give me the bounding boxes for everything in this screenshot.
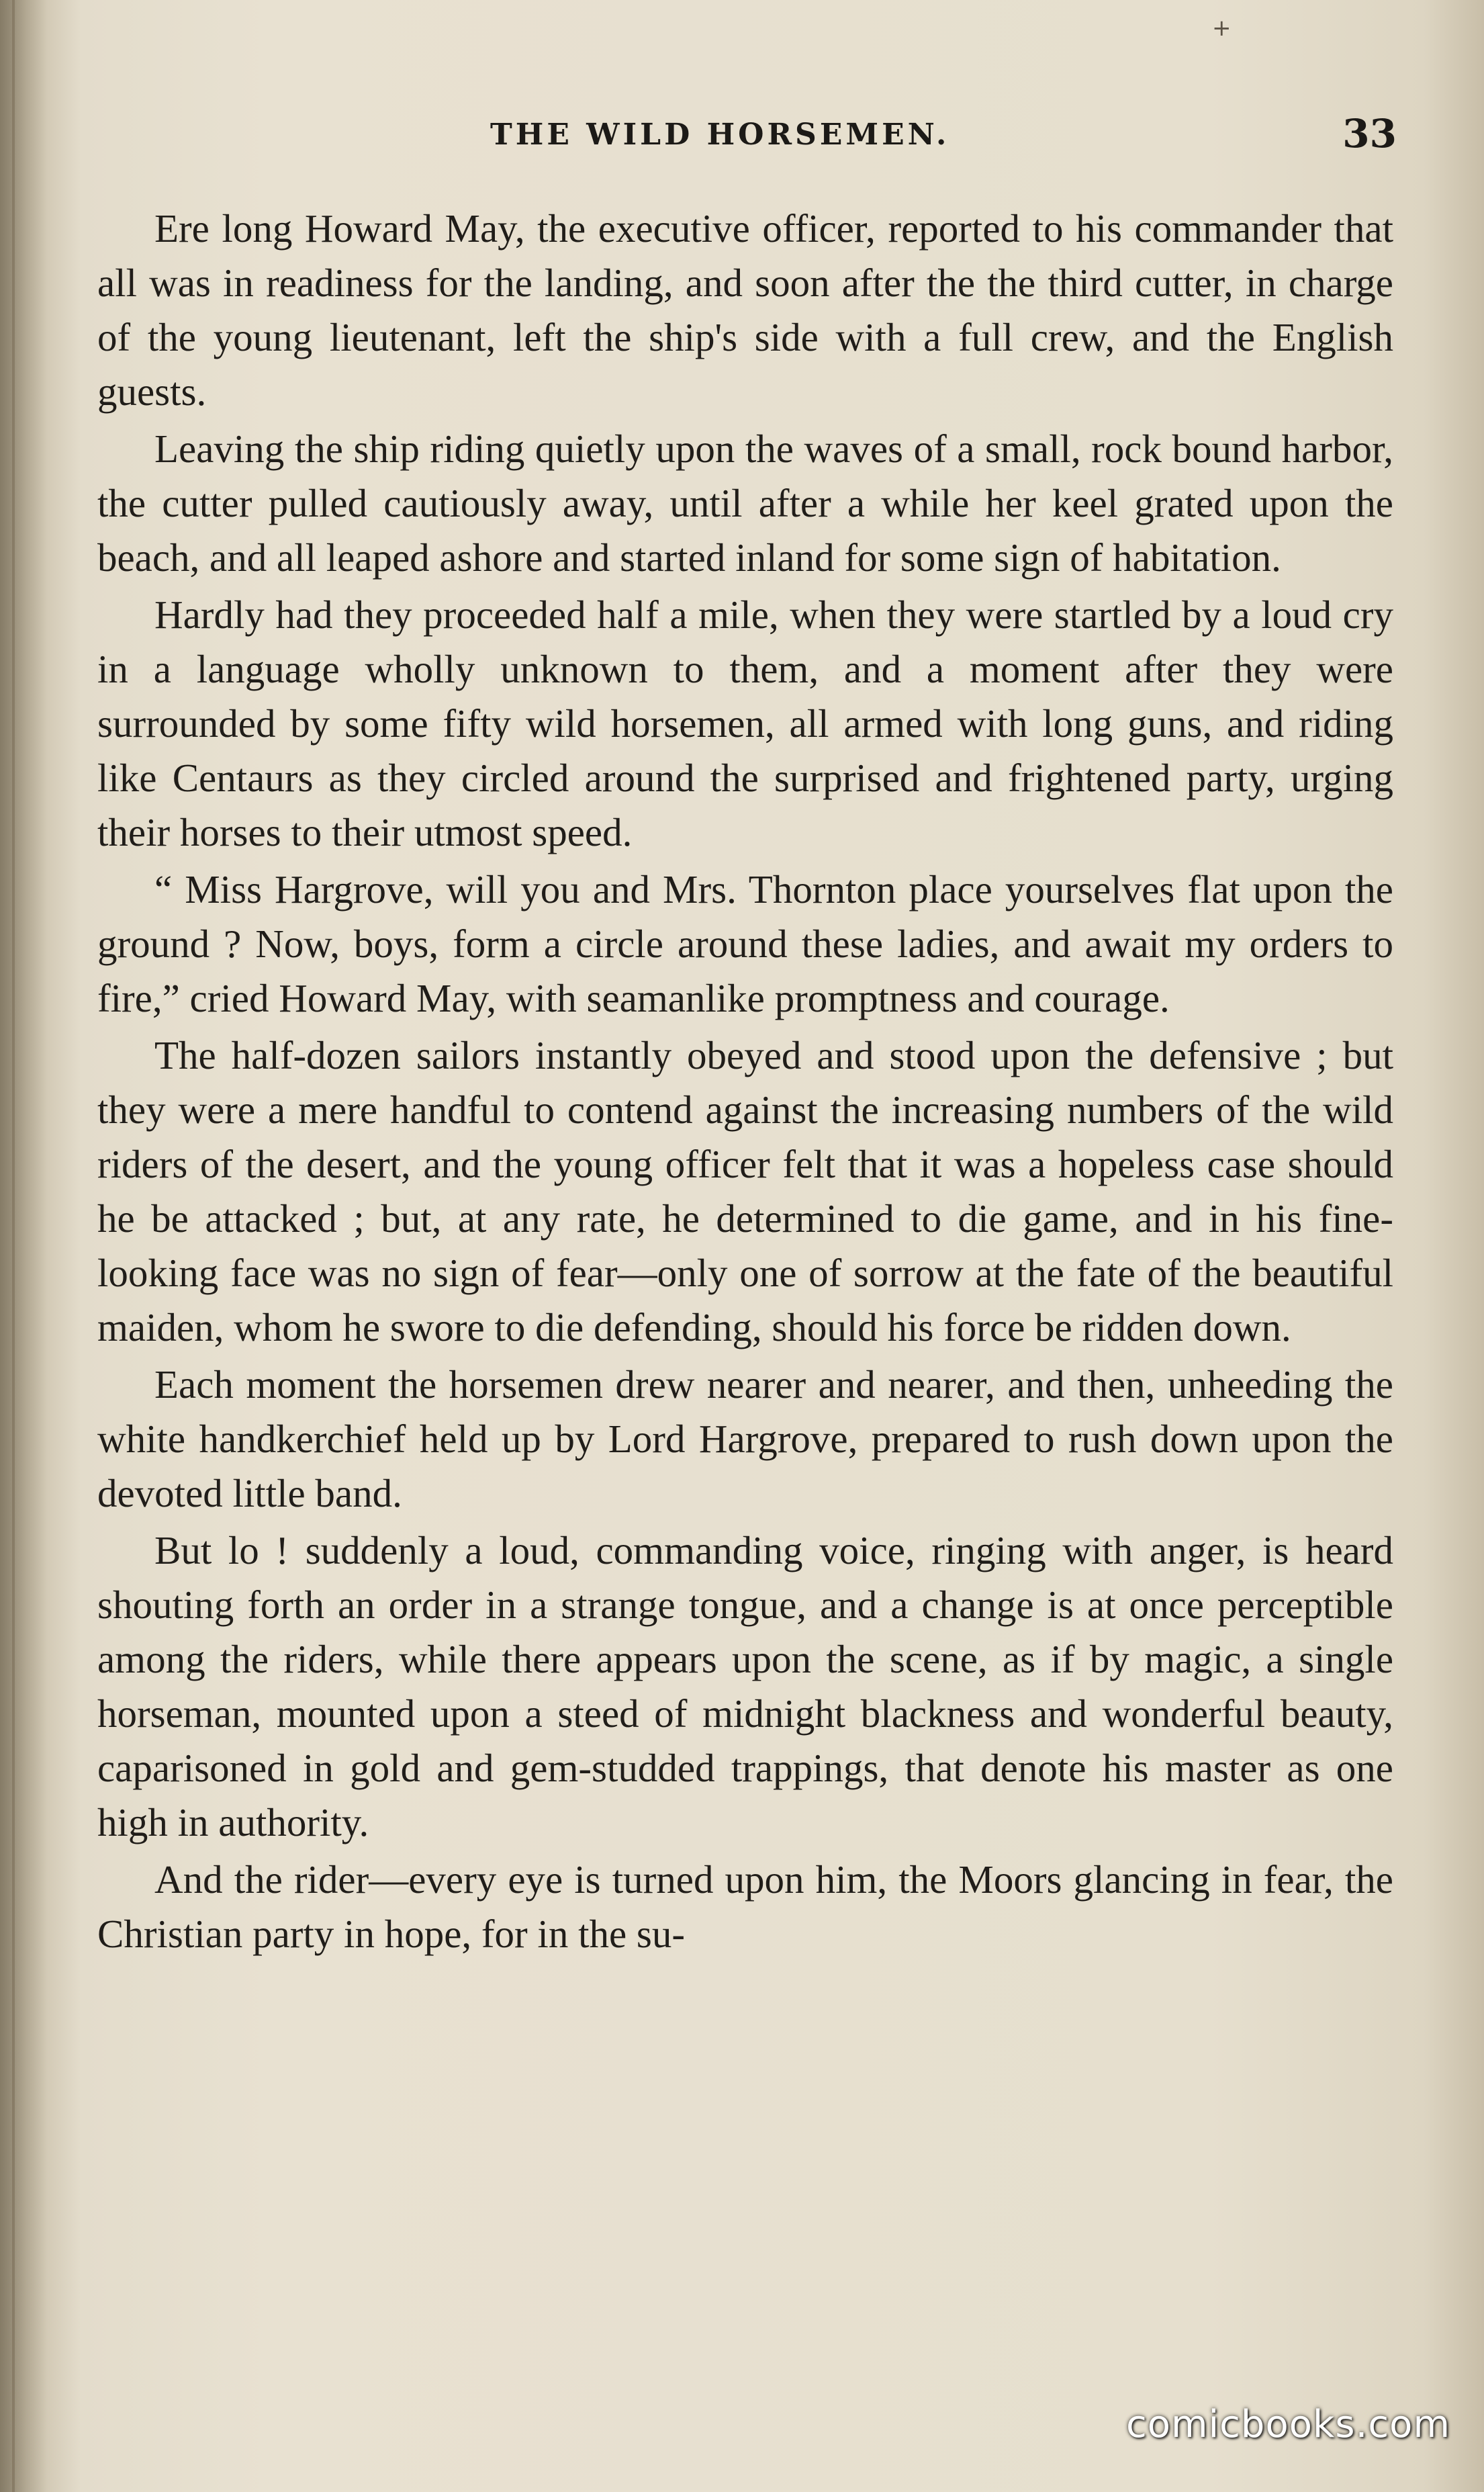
paragraph: Each moment the horsemen drew nearer and nearer, and then, unheeding the white handkerchief held up by Lord Hargrove, prepared to rush down upon the devoted little band. xyxy=(97,1362,1393,1515)
paragraph: Ere long Howard May, the executive officer, reported to his commander that all was in readiness for the landing, and soon after the the third cutter, in charge of the young lieutenant, left the ship's side with a full crew, and the English guests. xyxy=(97,206,1393,414)
body-text xyxy=(97,202,1393,1964)
page-number: 33 xyxy=(1342,111,1397,157)
paragraph: And the rider—every eye is turned upon him, the Moors glancing in fear, the Christian party in hope, for in the su- xyxy=(97,1857,1393,1956)
gutter-shadow xyxy=(0,0,47,2492)
paragraph: The half-dozen sailors instantly obeyed and stood upon the defensive ; but they were a mere handful to contend against the increasing numbers of the wild riders of the desert, and the young officer felt that it was a hopeless case should he be attacked ; but, at any rate, he determined to die game, and in his fine-looking face was no sign of fear—only one of sorrow at the fate of the beautiful maiden, whom he swore to die defending, should his force be ridden down. xyxy=(97,1033,1393,1349)
paragraph: Leaving the ship riding quietly upon the waves of a small, rock bound harbor, the cutter pulled cautiously away, until after a while her keel grated upon the beach, and all leaped ashore and started inland for some sign of habitation. xyxy=(97,427,1393,580)
ink-speck: + xyxy=(1212,15,1232,42)
paragraph: “ Miss Hargrove, will you and Mrs. Thornton place yourselves flat upon the ground ? Now, boys, form a circle around these ladies, and await my orders to fire,” cried Howard May, with seamanlike promptness and courage. xyxy=(97,867,1393,1020)
running-title: THE WILD HORSEMEN. xyxy=(490,118,950,152)
watermark: comicbooks.com xyxy=(1125,2403,1450,2446)
paragraph: But lo ! suddenly a loud, commanding voice, ringing with anger, is heard shouting forth an order in a strange tongue, and a change is at once perceptible among the riders, while there appears upon the scene, as if by magic, a single horseman, mounted upon a steed of midnight blackness and wonderful beauty, caparisoned in gold and gem-studded trappings, that denote his master as one high in authority. xyxy=(97,1528,1393,1844)
gutter-edge xyxy=(12,0,15,2492)
running-head xyxy=(94,111,1397,165)
paragraph: Hardly had they proceeded half a mile, when they were startled by a loud cry in a language wholly unknown to them, and a moment after they were surrounded by some fifty wild horsemen, all armed with long guns, and riding like Centaurs as they circled around the surprised and frightened party, urging their horses to their utmost speed. xyxy=(97,592,1393,854)
